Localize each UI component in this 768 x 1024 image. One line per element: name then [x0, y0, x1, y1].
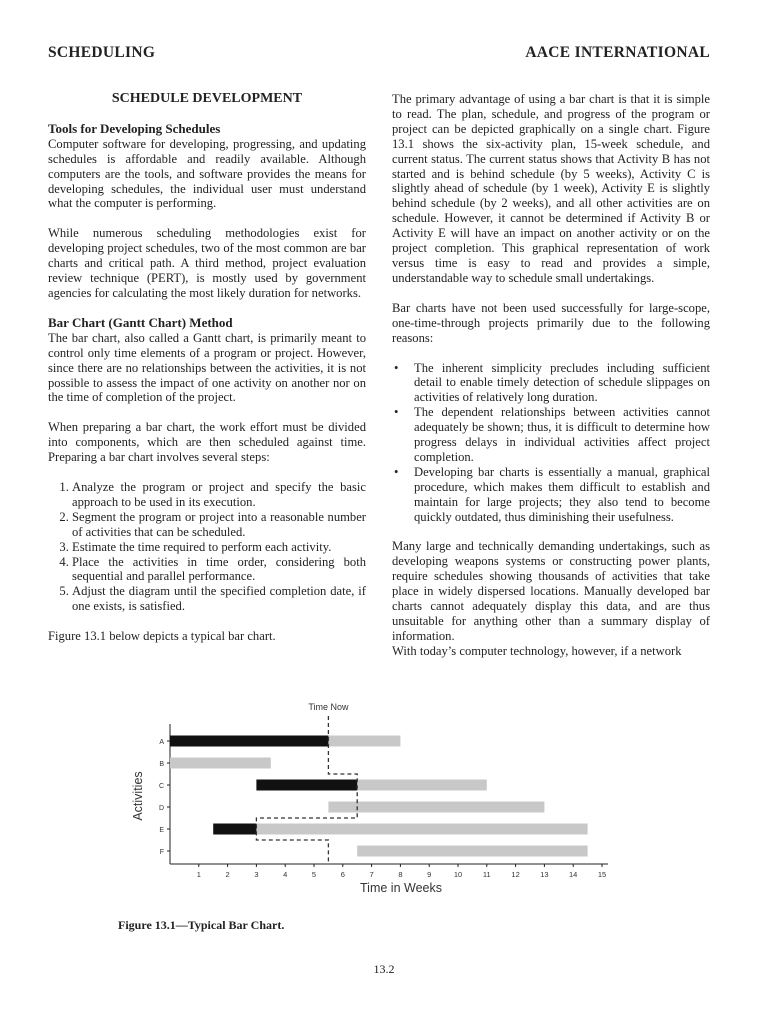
plan-bar: [357, 780, 487, 791]
y-tick-label: E: [159, 827, 164, 834]
x-tick-label: 6: [340, 870, 345, 879]
paragraph: With today’s computer technology, however, if a network: [392, 643, 682, 658]
gantt-chart: [120, 698, 610, 898]
y-tick-label: C: [158, 783, 164, 790]
paragraph: The bar chart, also called a Gantt chart, is primarily meant to control only time elements of a program or project. However, since there are no relationships between the activities, it is not possible to assess the impact of one activity on another nor on the time of completion of the project.: [48, 330, 366, 405]
list-item: 4. Place the activities in time order, considering both sequential and parallel performance.: [72, 555, 366, 585]
paragraph: While numerous scheduling methodologies exist for developing project schedules, two of the most common are bar charts and critical path. A third method, project evaluation review technique (PERT), is mostly used by government agencies for calculating the most likely duration for networks.: [48, 226, 366, 300]
plan-bar: [170, 758, 271, 769]
paragraph: The primary advantage of using a bar chart is that it is simple to read. The plan, schedule, and progress of the program or project can be depicted graphically on a single chart. Figure 13.1 shows the six-activity plan, 15-week schedule, and current status. The current status shows that Activity B has not started and is behind schedule (by 5 weeks), Activity C is slightly ahead of schedule (by 1 week), Activity E is slightly behind schedule (by 2 weeks), and all other activities are on schedule. However, it cannot be determined if Activity B or Activity E will have an impact on another activity or on the project completion. This graphical representation of work versus time is easy to read and provides a simple, understandable way to schedule small undertakings.: [392, 92, 710, 285]
paragraph: Bar charts have not been used successfully for large-scope, one-time-through projects primarily due to the following reasons:: [392, 300, 710, 345]
x-axis-title: Time in Weeks: [360, 881, 442, 895]
y-tick-label: D: [158, 805, 164, 812]
x-tick-label: 9: [427, 870, 432, 879]
y-tick-label: B: [159, 761, 164, 768]
y-tick-label: F: [159, 849, 164, 856]
list-item: 5. Adjust the diagram until the specified completion date, if one exists, is satisfied.: [72, 584, 366, 614]
x-tick-label: 8: [398, 870, 403, 879]
running-header-section: SCHEDULING: [48, 44, 156, 61]
paragraph: Figure 13.1 below depicts a typical bar chart.: [48, 629, 276, 644]
running-header-publisher: AACE INTERNATIONAL: [525, 44, 710, 61]
progress-bar: [256, 780, 357, 791]
x-tick-label: 5: [311, 870, 317, 879]
time-now-label: Time Now: [308, 702, 349, 712]
x-tick-label: 7: [369, 870, 374, 879]
subheading-bar-chart: Bar Chart (Gantt Chart) Method: [48, 314, 233, 330]
paragraph: Computer software for developing, progressing, and updating schedules is affordable and readily available. Although computers are the tools, and software provides the means for developing schedules, the individual user must understand what the computer is performing.: [48, 136, 366, 211]
x-tick-label: 10: [453, 870, 463, 879]
y-tick-label: A: [159, 739, 164, 746]
x-tick-label: 4: [283, 870, 288, 879]
paragraph: When preparing a bar chart, the work effort must be divided into components, which are then scheduled against time. Preparing a bar chart involves several steps:: [48, 420, 366, 465]
x-tick-label: 12: [511, 870, 520, 879]
progress-bar: [213, 824, 256, 835]
section-title: SCHEDULE DEVELOPMENT: [111, 91, 303, 106]
x-tick-label: 11: [482, 870, 491, 879]
plan-bar: [357, 846, 587, 857]
list-item: 3. Estimate the time required to perform each activity.: [72, 540, 366, 555]
steps-list: [48, 480, 366, 614]
list-item: 1. Analyze the program or project and specify the basic approach to be used in its execution.: [72, 480, 366, 510]
x-tick-label: 13: [540, 870, 549, 879]
figure-caption: Figure 13.1—Typical Bar Chart.: [118, 918, 285, 932]
x-tick-label: 2: [225, 870, 230, 879]
x-tick-label: 14: [569, 870, 578, 879]
plan-bar: [328, 736, 400, 747]
x-tick-label: 3: [254, 870, 259, 879]
plan-bar: [256, 824, 587, 835]
page-number: 13.2: [373, 962, 395, 976]
left-column: [48, 92, 366, 659]
plan-bar: [328, 802, 544, 813]
list-item: 2. Segment the program or project into a reasonable number of activities that can be scheduled.: [72, 510, 366, 540]
progress-bar: [170, 736, 328, 747]
y-axis-title: Activities: [131, 771, 145, 821]
list-item: • The inherent simplicity precludes including sufficient detail to enable timely detection of schedule slippages on activities of relatively long duration.: [414, 361, 710, 406]
x-tick-label: 15: [597, 870, 607, 879]
x-tick-label: 1: [196, 870, 201, 879]
list-item: • Developing bar charts is essentially a manual, graphical procedure, which makes them difficult to establish and maintain for large projects; they also tend to become quickly outdated, thus diminishing their usefulness.: [414, 465, 710, 525]
subheading-tools: Tools for Developing Schedules: [48, 120, 221, 136]
right-column: [392, 92, 710, 659]
paragraph: Many large and technically demanding undertakings, such as developing weapons systems or constructing power plants, require schedules showing thousands of activities that take place in widely dispersed locations. Manually developed bar charts cannot adequately display this data, and are thus unsuitable for anything other than a summary display of information.: [392, 539, 710, 643]
reasons-list: [392, 361, 710, 525]
list-item: • The dependent relationships between activities cannot adequately be shown; thus, it is difficult to determine how progress delays in individual activities affect project completion.: [414, 405, 710, 465]
